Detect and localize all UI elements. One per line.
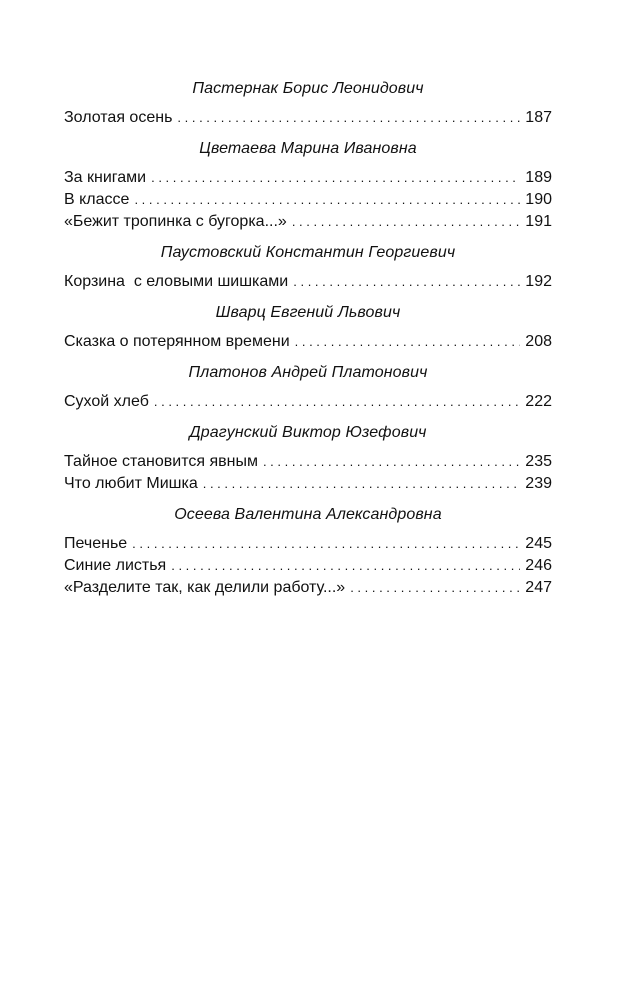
dot-leader bbox=[132, 533, 520, 555]
dot-leader bbox=[151, 167, 520, 189]
author-heading: Платонов Андрей Платонович bbox=[188, 364, 428, 381]
entry-title: «Разделите так, как делили работу...» bbox=[64, 579, 346, 596]
toc-section-oseeva bbox=[64, 504, 552, 599]
table-of-contents bbox=[64, 70, 552, 599]
toc-entry bbox=[64, 533, 552, 555]
toc-entry bbox=[64, 577, 552, 599]
dot-leader bbox=[350, 577, 520, 599]
dot-leader bbox=[154, 391, 520, 413]
toc-entry bbox=[64, 189, 552, 211]
toc-entry bbox=[64, 211, 552, 233]
author-heading: Осеева Валентина Александровна bbox=[174, 506, 442, 523]
entry-title: «Бежит тропинка с бугорка...» bbox=[64, 213, 287, 230]
toc-entry bbox=[64, 473, 552, 495]
toc-section-dragunsky bbox=[64, 422, 552, 495]
entry-title: Синие листья bbox=[64, 557, 167, 574]
toc-entry bbox=[64, 107, 552, 129]
entry-page-number: 191 bbox=[525, 213, 552, 230]
dot-leader bbox=[263, 451, 520, 473]
author-heading: Шварц Евгений Львович bbox=[215, 304, 401, 321]
author-heading: Паустовский Константин Георгиевич bbox=[160, 244, 456, 261]
entry-page-number: 208 bbox=[525, 333, 552, 350]
entry-page-number: 187 bbox=[525, 109, 552, 126]
entry-title: Что любит Мишка bbox=[64, 475, 198, 492]
toc-section-paustovsky bbox=[64, 242, 552, 293]
entry-title: Сухой хлеб bbox=[64, 393, 149, 410]
author-heading: Драгунский Виктор Юзефович bbox=[189, 424, 427, 441]
entry-title: Корзина с еловыми шишками bbox=[64, 273, 289, 290]
toc-entry bbox=[64, 451, 552, 473]
toc-section-shvarts bbox=[64, 302, 552, 353]
entry-page-number: 222 bbox=[525, 393, 552, 410]
toc-entry bbox=[64, 167, 552, 189]
entry-page-number: 239 bbox=[525, 475, 552, 492]
entry-title: Печенье bbox=[64, 535, 128, 552]
dot-leader bbox=[295, 331, 521, 353]
toc-entry bbox=[64, 555, 552, 577]
author-heading: Пастернак Борис Леонидович bbox=[192, 80, 424, 97]
entry-title: Тайное становится явным bbox=[64, 453, 258, 470]
dot-leader bbox=[171, 555, 520, 577]
toc-entry bbox=[64, 391, 552, 413]
entry-page-number: 189 bbox=[525, 169, 552, 186]
entry-page-number: 246 bbox=[525, 557, 552, 574]
entry-page-number: 247 bbox=[525, 579, 552, 596]
entry-page-number: 235 bbox=[525, 453, 552, 470]
dot-leader bbox=[292, 211, 520, 233]
entry-title: Золотая осень bbox=[64, 109, 173, 126]
entry-page-number: 245 bbox=[525, 535, 552, 552]
author-heading: Цветаева Марина Ивановна bbox=[199, 140, 417, 157]
entry-title: Сказка о потерянном времени bbox=[64, 333, 290, 350]
dot-leader bbox=[293, 271, 520, 293]
entry-title: В классе bbox=[64, 191, 130, 208]
entry-page-number: 192 bbox=[525, 273, 552, 290]
toc-section-tsvetaeva bbox=[64, 138, 552, 233]
toc-entry bbox=[64, 271, 552, 293]
entry-title: За книгами bbox=[64, 169, 147, 186]
toc-entry bbox=[64, 331, 552, 353]
entry-page-number: 190 bbox=[525, 191, 552, 208]
dot-leader bbox=[134, 189, 520, 211]
toc-section-pasternak bbox=[64, 78, 552, 129]
dot-leader bbox=[177, 107, 520, 129]
toc-section-platonov bbox=[64, 362, 552, 413]
dot-leader bbox=[203, 473, 521, 495]
